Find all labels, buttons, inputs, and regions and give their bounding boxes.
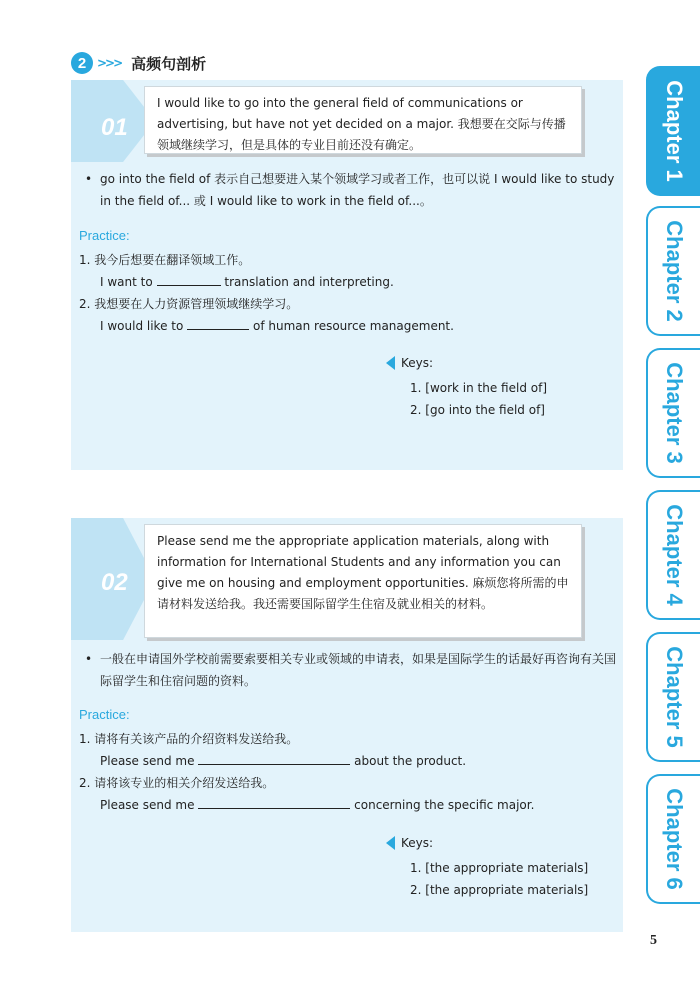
keys-arrow-icon xyxy=(386,836,395,850)
usage-note-text: go into the field of 表示自己想要进入某个领域学习或者工作，也可以说 I would like to study in the field of... 或 I would like to work in the field of...。 xyxy=(100,172,615,208)
key-sentence: Please send me the appropriate application materials, along with information for International Students and any information you can give me on housing and employment opportunities. 麻烦您将所需的申请材料发送给我。我还需要国际留学生住宿及就业相关的材料。 xyxy=(144,524,582,638)
practice-question: 2. 请将该专业的相关介绍发送给我。 xyxy=(79,776,275,790)
usage-note xyxy=(82,168,618,212)
answer-suffix: of human resource management. xyxy=(252,319,454,333)
answer-blank[interactable] xyxy=(198,751,350,765)
answer-suffix: about the product. xyxy=(354,754,467,768)
chapter-tab-2[interactable] xyxy=(646,206,700,336)
practice-question: 1. 我今后想要在翻译领域工作。 xyxy=(79,253,251,267)
keys-header xyxy=(386,836,433,850)
answer-blank[interactable] xyxy=(198,795,350,809)
key-answer: 2. [go into the field of] xyxy=(410,403,545,417)
usage-note-text: 一般在申请国外学校前需要索要相关专业或领域的申请表，如果是国际学生的话最好再咨询有关国际留学生和住宿问题的资料。 xyxy=(100,652,617,688)
practice-label: Practice: xyxy=(79,707,130,722)
sentence-number: 02 xyxy=(101,569,128,596)
practice-answer-line xyxy=(100,751,466,771)
chevron-icon: >>> xyxy=(97,56,122,70)
bullet-icon: • xyxy=(85,172,93,186)
practice-question: 1. 请将有关该产品的介绍资料发送给我。 xyxy=(79,732,299,746)
chapter-tab-label: Chapter 5 xyxy=(662,646,687,748)
answer-suffix: translation and interpreting. xyxy=(224,275,394,289)
keys-label: Keys: xyxy=(401,836,434,850)
chapter-tab-6[interactable] xyxy=(646,774,700,904)
answer-prefix: Please send me xyxy=(100,754,195,768)
answer-prefix: Please send me xyxy=(100,798,195,812)
page-number: 5 xyxy=(650,933,657,948)
chapter-tab-label: Chapter 2 xyxy=(662,220,687,322)
chapter-tab-label: Chapter 1 xyxy=(662,80,687,182)
key-sentence: I would like to go into the general field of communications or advertising, but have not yet decided on a major. 我想要在交际与传播领域继续学习，但是具体的专业目前还没有确定。 xyxy=(144,86,582,154)
key-answer: 1. [work in the field of] xyxy=(410,381,548,395)
section-title: 高频句剖析 xyxy=(131,54,207,73)
answer-blank[interactable] xyxy=(187,316,249,330)
practice-answer-line xyxy=(100,272,394,292)
practice-label: Practice: xyxy=(79,228,130,243)
answer-blank[interactable] xyxy=(157,272,221,286)
key-answer: 2. [the appropriate materials] xyxy=(410,883,589,897)
chapter-tab-label: Chapter 3 xyxy=(662,362,687,464)
bullet-icon: • xyxy=(85,652,93,666)
chapter-tab-1[interactable] xyxy=(646,66,700,196)
chapter-tab-5[interactable] xyxy=(646,632,700,762)
section-header xyxy=(71,48,206,78)
keys-label: Keys: xyxy=(401,356,434,370)
section-number-badge: 2 xyxy=(71,52,93,74)
keys-arrow-icon xyxy=(386,356,395,370)
chapter-tab-label: Chapter 6 xyxy=(662,788,687,890)
chapter-tab-4[interactable] xyxy=(646,490,700,620)
usage-note xyxy=(82,648,618,692)
practice-answer-line xyxy=(100,316,454,336)
practice-question: 2. 我想要在人力资源管理领域继续学习。 xyxy=(79,297,299,311)
practice-answer-line xyxy=(100,795,534,815)
chapter-tab-3[interactable] xyxy=(646,348,700,478)
answer-prefix: I want to xyxy=(100,275,153,289)
answer-prefix: I would like to xyxy=(100,319,184,333)
keys-header xyxy=(386,356,433,370)
chapter-tab-label: Chapter 4 xyxy=(662,504,687,606)
answer-suffix: concerning the specific major. xyxy=(354,798,535,812)
key-answer: 1. [the appropriate materials] xyxy=(410,861,589,875)
sentence-number: 01 xyxy=(101,114,128,141)
